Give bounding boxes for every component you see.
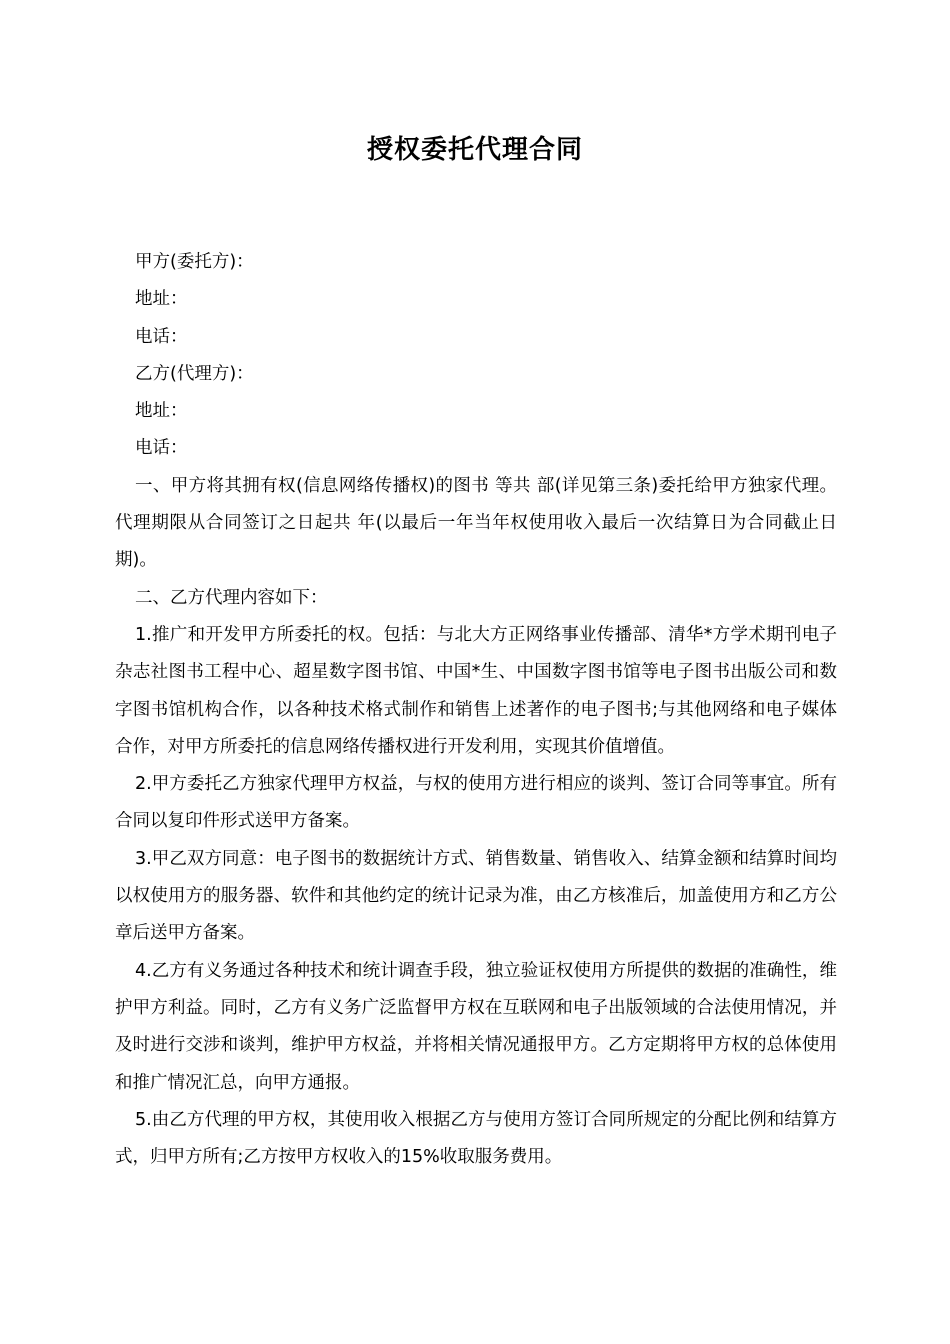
party-a-phone-label: 电话： xyxy=(135,326,188,347)
clause-2-item-3: 3.甲乙双方同意：电子图书的数据统计方式、销售数量、销售收入、结算金额和结算时间均以权使用方的服务器、软件和其他约定的统计记录为准，由乙方核准后，加盖使用方和乙方公章后送甲方备案。 xyxy=(115,848,837,944)
document-body xyxy=(115,244,837,1176)
clause-2-item-5: 5.由乙方代理的甲方权，其使用收入根据乙方与使用方签订合同所规定的分配比例和结算方式，归甲方所有;乙方按甲方权收入的15%收取服务费用。 xyxy=(115,1109,837,1168)
party-a-address-label: 地址： xyxy=(135,289,188,310)
clause-2-item-1: 1.推广和开发甲方所委托的权。包括：与北大方正网络事业传播部、清华*方学术期刊电子杂志社图书工程中心、超星数字图书馆、中国*生、中国数字图书馆等电子图书出版公司和数字图书馆机构合作，以各种技术格式制作和销售上述著作的电子图书;与其他网络和电子媒体合作，对甲方所委托的信息网络传播权进行开发利用，实现其价值增值。 xyxy=(115,624,837,757)
party-a-label: 甲方(委托方)： xyxy=(135,252,254,272)
clause-2-heading: 二、乙方代理内容如下： xyxy=(135,587,328,608)
clause-2-item-4: 4.乙方有义务通过各种技术和统计调查手段，独立验证权使用方所提供的数据的准确性，维护甲方利益。同时，乙方有义务广泛监督甲方权在互联网和电子出版领域的合法使用情况，并及时进行交涉和谈判，维护甲方权益，并将相关情况通报甲方。乙方定期将甲方权的总体使用和推广情况汇总，向甲方通报。 xyxy=(115,960,837,1093)
clause-1: 一、甲方将其拥有权(信息网络传播权)的图书 等共 部(详见第三条)委托给甲方独家代理。代理期限从合同签订之日起共 年(以最后一年当年权使用收入最后一次结算日为合同截止日期)。 xyxy=(115,475,837,571)
party-b-address-label: 地址： xyxy=(135,401,188,422)
party-b-phone-label: 电话： xyxy=(135,438,188,459)
party-b-label: 乙方(代理方)： xyxy=(135,363,254,384)
clause-2-item-2: 2.甲方委托乙方独家代理甲方权益，与权的使用方进行相应的谈判、签订合同等事宜。所有合同以复印件形式送甲方备案。 xyxy=(115,774,837,832)
document-title: 授权委托代理合同 xyxy=(366,135,583,165)
